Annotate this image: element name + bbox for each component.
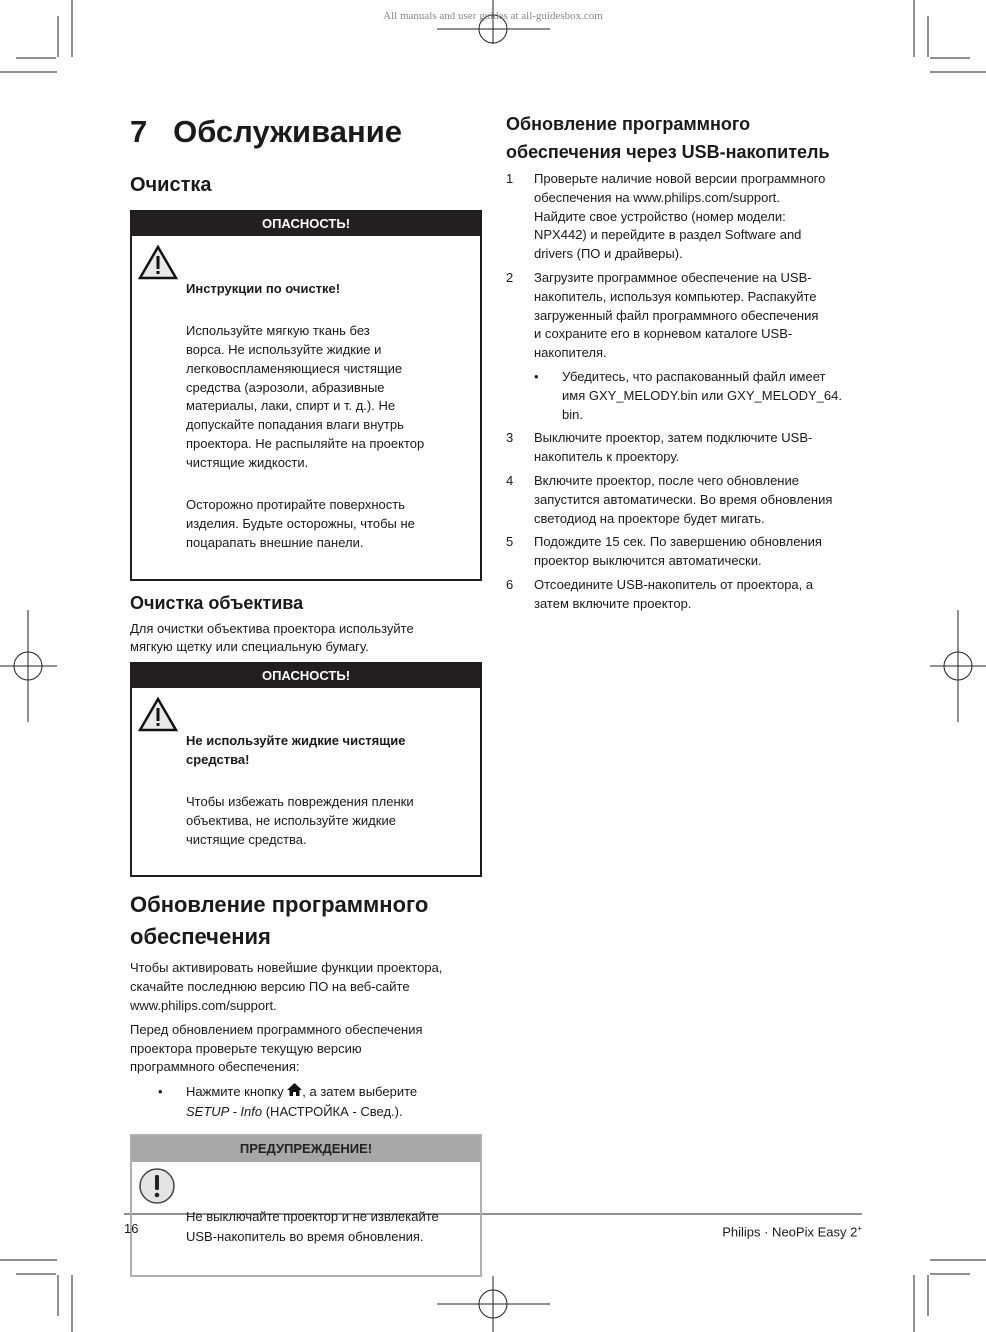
right-column — [506, 110, 976, 619]
bullet-text: (НАСТРОЙКА - Свед.). — [262, 1104, 403, 1120]
step-2 — [506, 269, 818, 363]
danger-label: ОПАСНОСТЬ! — [132, 664, 480, 688]
sub-bullet: Убедитесь, что распакованный файл имеет имя GXY_MELODY.bin или GXY_MELODY_64. bin. — [562, 368, 842, 422]
step-4 — [506, 472, 832, 528]
section-usb-title: Обновление программного обеспечения через USB-накопитель — [506, 114, 830, 162]
warning-triangle-icon — [138, 244, 178, 280]
step-text: Отсоедините USB-накопитель от проектора, а затем включите проектор. — [534, 576, 814, 611]
step-text: Подождите 15 сек. По завершению обновления проектор выключится автоматически. — [534, 534, 822, 569]
step-3 — [506, 429, 812, 467]
firmware-bullet — [186, 1082, 417, 1122]
page-number: 16 — [124, 1221, 139, 1236]
danger-text: Используйте мягкую ткань без ворса. Не используйте жидкие и легковоспламеняющиеся чистящие средства (аэрозоли, абразивные материалы, лаки, спирт и т. д.). Не допускайте попадания влаги внутрь проектора. Не распыляйте на проектор чистящие жидкости. — [186, 323, 425, 470]
bullet-menu-path: SETUP - Info — [186, 1104, 263, 1120]
danger-box-cleaning — [130, 210, 482, 581]
watermark: All manuals and user guides at all-guidesbox.com — [383, 10, 603, 22]
footer-product — [722, 1220, 862, 1242]
warning-text: Не выключайте проектор и не извлекайте USB-накопитель во время обновления. — [186, 1209, 439, 1245]
step-text: Выключите проектор, затем подключите USB- накопитель к проектору. — [534, 430, 813, 465]
firmware-p1: Чтобы активировать новейшие функции проектора, скачайте последнюю версию ПО на веб-сайте www.philips.com/support. — [130, 960, 443, 1013]
danger-heading: Инструкции по очистке! — [186, 280, 341, 296]
sub-bullet-row — [506, 368, 842, 424]
step-number: 2 — [506, 269, 514, 285]
step-number: 4 — [506, 472, 514, 488]
home-icon — [287, 1083, 302, 1096]
step-text: Включите проектор, после чего обновление запустится автоматически. Во время обновления светодиод на проекторе будет мигать. — [534, 472, 833, 526]
step-number: 6 — [506, 576, 514, 592]
warning-label: ПРЕДУПРЕЖДЕНИЕ! — [132, 1136, 480, 1162]
bullet-dot: • — [158, 1084, 163, 1100]
step-text: Загрузите программное обеспечение на USB- накопитель, используя компьютер. Распакуйте загруженный файл программного обеспечения и сохраните его в корневом каталоге USB- накопителя. — [534, 269, 819, 361]
step-number: 1 — [506, 171, 514, 186]
danger-heading: Не используйте жидкие чистящие средства! — [186, 732, 406, 767]
step-5 — [506, 533, 822, 571]
step-number: 3 — [506, 430, 514, 446]
danger-box-lens — [130, 662, 482, 877]
warning-triangle-icon — [138, 696, 178, 732]
bullet-text: , а затем выберите — [302, 1084, 418, 1100]
warning-box — [130, 1134, 482, 1277]
firmware-bullet-row — [130, 1082, 417, 1122]
product-sup: + — [857, 1224, 862, 1233]
danger-label: ОПАСНОСТЬ! — [132, 212, 480, 236]
step-number: 5 — [506, 534, 514, 550]
section-cleaning-title: Очистка — [130, 174, 212, 196]
exclamation-circle-icon — [138, 1167, 176, 1205]
product-name: Philips · NeoPix Easy 2 — [722, 1224, 858, 1240]
chapter-title: 7 Обслуживание — [130, 114, 403, 149]
bullet-text: Нажмите кнопку — [186, 1084, 288, 1100]
danger-text: Чтобы избежать повреждения пленки объектива, не используйте жидкие чистящие средства. — [186, 794, 414, 847]
section-lens-title: Очистка объектива — [130, 592, 304, 613]
step-text: Проверьте наличие новой версии программного обеспечения на www.philips.com/support. Найдите свое устройство (номер модели: NPX442) и перейдите в раздел Software and drivers (ПО и драйверы). — [534, 171, 826, 262]
left-column — [130, 112, 482, 1277]
firmware-p2: Перед обновлением программного обеспечения проектора проверьте текущую версию программного обеспечения: — [130, 1021, 423, 1075]
bullet-dot: • — [534, 368, 539, 384]
step-6 — [506, 576, 813, 614]
step-1 — [506, 170, 825, 264]
danger-text: Осторожно протирайте поверхность изделия. Будьте осторожны, чтобы не поцарапать внешние панели. — [186, 497, 415, 550]
section-firmware-title: Обновление программного обеспечения — [130, 892, 429, 950]
lens-text: Для очистки объектива проектора используйте мягкую щетку или специальную бумагу. — [130, 620, 414, 655]
